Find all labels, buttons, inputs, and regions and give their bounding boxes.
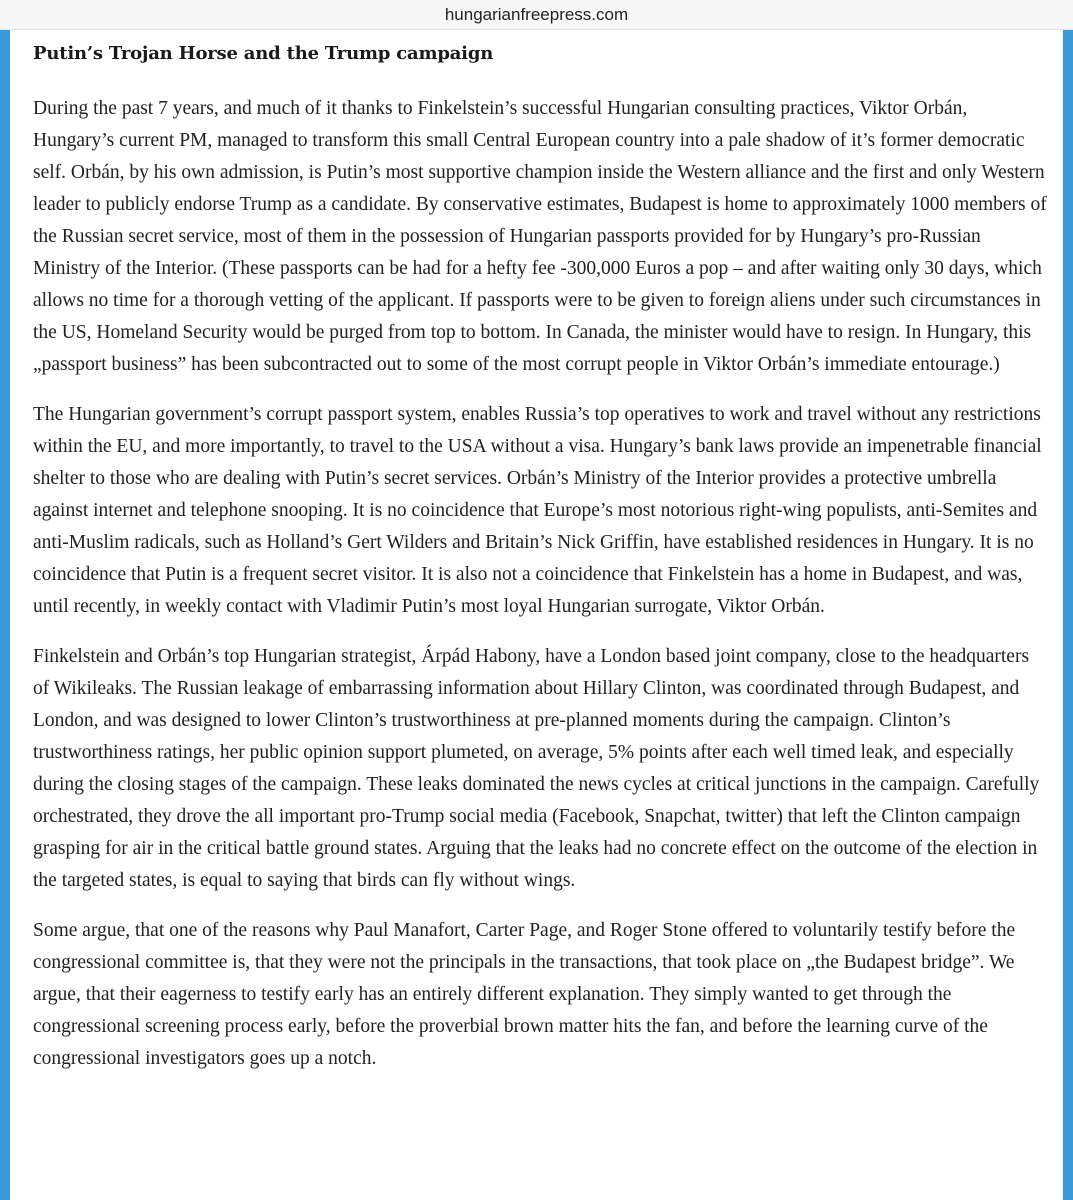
article-paragraph-3: Finkelstein and Orbán’s top Hungarian strategist, Árpád Habony, have a London based joint company, close to the headquarters of Wikileaks. The Russian leakage of embarrassing information about Hillary Clinton, was coordinated through Budapest, and London, and was designed to lower Clinton’s trustworthiness at pre-planned moments during the campaign. Clinton’s trustworthiness ratings, her public opinion support plumeted, on average, 5% points after each well timed leak, and especially during the closing stages of the campaign. These leaks dominated the news cycles at critical junctions in the campaign. Carefully orchestrated, they drove the all important pro-Trump social media (Facebook, Snapchat, twitter) that left the Clinton campaign grasping for air in the critical battle ground states. Arguing that the leaks had no concrete effect on the outcome of the election in the targeted states, is equal to saying that birds can fly without wings. — [33, 646, 1040, 891]
article-paragraph-1: During the past 7 years, and much of it thanks to Finkelstein’s successful Hungarian consulting practices, Viktor Orbán, Hungary’s current PM, managed to transform this small Central European country into a pale shadow of it’s former democratic self. Orbán, by his own admission, is Putin’s most supportive champion inside the Western alliance and the first and only Western leader to publicly endorse Trump as a candidate. By conservative estimates, Budapest is home to approximately 1000 members of the Russian secret service, most of them in the possession of Hungarian passports provided for by Hungary’s pro-Russian Ministry of the Interior. (These passports can be had for a hefty fee -300,000 Euros a pop – and after waiting only 30 days, which allows no time for a thorough vetting of the applicant. If passports were to be given to foreign aliens under such circumstances in the US, Homeland Security would be purged from top to bottom. In Canada, the minister would have to resign. In Hungary, this „passport business” has been subcontracted out to some of the most corrupt people in Viktor Orbán’s immediate entourage.) — [33, 98, 1047, 375]
article-body — [10, 30, 1063, 1200]
url-text[interactable]: hungarianfreepress.com — [444, 4, 629, 24]
page-frame — [0, 30, 1073, 1200]
article-paragraph-4: Some argue, that one of the reasons why Paul Manafort, Carter Page, and Roger Stone offered to voluntarily testify before the congressional committee is, that they were not the principals in the transactions, that took place on „the Budapest bridge”. We argue, that their eagerness to testify early has an entirely different explanation. They simply wanted to get through the congressional screening process early, before the proverbial brown matter hits the fan, and before the learning curve of the congressional investigators goes up a notch. — [33, 920, 1016, 1069]
article-paragraph-2: The Hungarian government’s corrupt passport system, enables Russia’s top operatives to work and travel without any restrictions within the EU, and more importantly, to travel to the USA without a visa. Hungary’s bank laws provide an impenetrable financial shelter to those who are dealing with Putin’s secret services. Orbán’s Ministry of the Interior provides a protective umbrella against internet and telephone snooping. It is no coincidence that Europe’s most notorious right-wing populists, anti-Semites and anti-Muslim radicals, such as Holland’s Gert Wilders and Britain’s Nick Griffin, have established residences in Hungary. It is no coincidence that Putin is a frequent secret visitor. It is also not a coincidence that Finkelstein has a home in Budapest, and was, until recently, in weekly contact with Vladimir Putin’s most loyal Hungarian surrogate, Viktor Orbán. — [33, 404, 1042, 617]
address-bar[interactable] — [0, 0, 1073, 30]
article-title: Putin’s Trojan Horse and the Trump campaign — [33, 43, 494, 64]
